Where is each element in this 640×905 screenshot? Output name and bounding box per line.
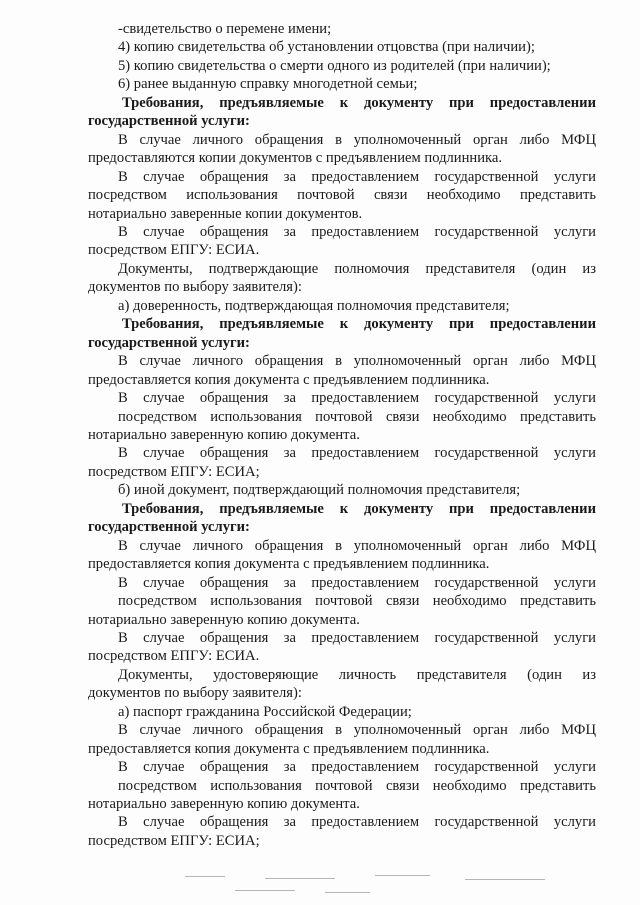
list-item-power-of-attorney: а) доверенность, подтверждающая полномочия представителя; <box>118 297 510 314</box>
scan-speck <box>375 875 430 876</box>
text-line: В случае личного обращения в уполномоченный орган либо МФЦ <box>118 353 596 370</box>
requirements-heading <box>88 500 596 537</box>
scan-speck <box>235 890 295 891</box>
paragraph-representative-identity <box>88 666 596 703</box>
text-line: В случае обращения за предоставлением государственной услуги <box>118 574 596 591</box>
paragraph-representative-authority <box>88 260 596 297</box>
paragraph-personal-visit <box>88 721 596 758</box>
list-item-other-document: б) иной документ, подтверждающий полномочия представителя; <box>118 482 521 499</box>
document-body <box>88 20 596 850</box>
text-line: предоставляется копия документа с предъявлением подлинника. <box>88 556 490 573</box>
text-line: посредством ЕПГУ: ЕСИА; <box>88 832 260 849</box>
scan-speck <box>265 878 335 879</box>
requirements-heading <box>88 315 596 352</box>
list-item-passport: а) паспорт гражданина Российской Федерации; <box>118 703 412 720</box>
text-line: документов по выбору заявителя): <box>88 685 302 702</box>
paragraph-epgu <box>88 444 596 481</box>
text-line: Документы, подтверждающие полномочия представителя (один из <box>118 260 596 277</box>
text-line: посредством использования почтовой связи необходимо представить <box>88 187 596 204</box>
text-line: В случае личного обращения в уполномоченный орган либо МФЦ <box>118 537 596 554</box>
text-line: В случае обращения за предоставлением государственной услуги <box>118 759 596 776</box>
text-line: нотариально заверенную копию документа. <box>88 426 360 443</box>
heading-line: Требования, предъявляемые к документу при предоставлении <box>122 94 596 111</box>
text-line: документов по выбору заявителя): <box>88 279 302 296</box>
paragraph-mail <box>88 758 596 813</box>
heading-line: Требования, предъявляемые к документу при предоставлении <box>122 500 596 517</box>
paragraph-epgu <box>88 223 596 260</box>
paragraph-personal-visit <box>88 537 596 574</box>
text-line: предоставляется копия документа с предъявлением подлинника. <box>88 740 490 757</box>
scan-speck <box>465 879 545 880</box>
scan-artifacts <box>175 872 595 898</box>
scan-speck <box>325 892 370 893</box>
text-line: В случае обращения за предоставлением государственной услуги <box>118 168 596 185</box>
text-line: посредством ЕПГУ: ЕСИА; <box>88 463 260 480</box>
text-line: нотариально заверенную копию документа. <box>88 796 360 813</box>
list-item-death-certificate: 5) копию свидетельства о смерти одного из родителей (при наличии); <box>118 57 551 74</box>
text-line: В случае личного обращения в уполномоченный орган либо МФЦ <box>118 131 596 148</box>
text-line: посредством использования почтовой связи необходимо представить <box>118 777 596 794</box>
text-line: нотариально заверенные копии документов. <box>88 205 363 222</box>
paragraph-personal-visit <box>88 352 596 389</box>
heading-line: государственной услуги: <box>88 113 250 130</box>
text-line: В случае личного обращения в уполномоченный орган либо МФЦ <box>118 722 596 739</box>
list-item-previous-certificate: 6) ранее выданную справку многодетной семьи; <box>118 76 418 93</box>
paragraph-mail <box>88 389 596 444</box>
text-line: посредством ЕПГУ: ЕСИА. <box>88 648 260 665</box>
text-line: нотариально заверенную копию документа. <box>88 611 360 628</box>
paragraph-mail <box>88 168 596 223</box>
paragraph-epgu <box>88 813 596 850</box>
heading-line: Требования, предъявляемые к документу при предоставлении <box>122 316 596 333</box>
heading-line: государственной услуги: <box>88 334 250 351</box>
list-item-name-change: -свидетельство о перемене имени; <box>118 21 332 37</box>
text-line: посредством использования почтовой связи необходимо представить <box>118 593 596 610</box>
text-line: предоставляются копии документов с предъявлением подлинника. <box>88 150 503 167</box>
list-item-paternity: 4) копию свидетельства об установлении отцовства (при наличии); <box>118 39 535 56</box>
text-line: В случае обращения за предоставлением государственной услуги <box>118 390 596 407</box>
text-line: В случае обращения за предоставлением государственной услуги <box>118 814 596 831</box>
text-line: предоставляется копия документа с предъявлением подлинника. <box>88 371 490 388</box>
text-line: посредством ЕПГУ: ЕСИА. <box>88 242 260 259</box>
paragraph-personal-visit <box>88 131 596 168</box>
text-line: Документы, удостоверяющие личность представителя (один из <box>118 666 596 683</box>
requirements-heading <box>88 94 596 131</box>
scan-speck <box>185 876 225 877</box>
text-line: В случае обращения за предоставлением государственной услуги <box>118 223 596 240</box>
paragraph-epgu <box>88 629 596 666</box>
text-line: посредством использования почтовой связи необходимо представить <box>118 408 596 425</box>
paragraph-mail <box>88 574 596 629</box>
text-line: В случае обращения за предоставлением государственной услуги <box>118 629 596 646</box>
heading-line: государственной услуги: <box>88 519 250 536</box>
text-line: В случае обращения за предоставлением государственной услуги <box>118 445 596 462</box>
